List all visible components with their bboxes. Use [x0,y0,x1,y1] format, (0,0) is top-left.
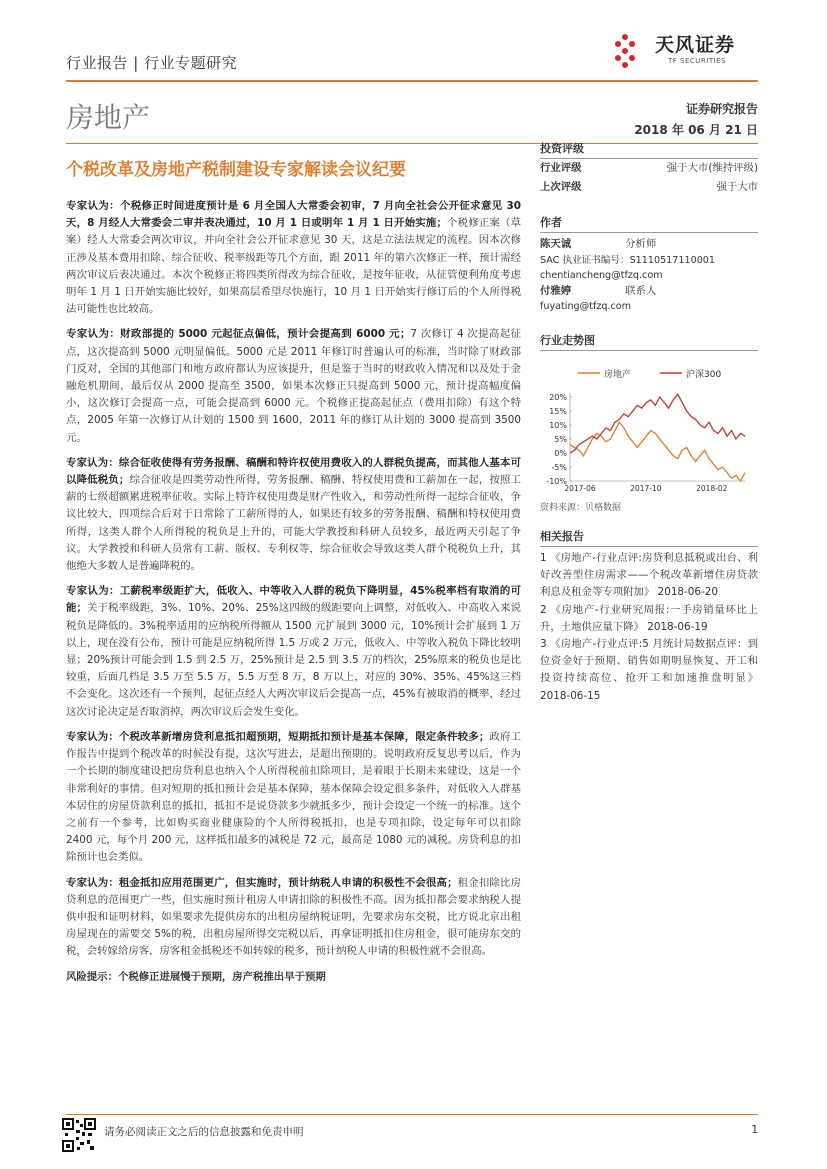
x-tick-label: 2017-06 [564,484,596,493]
author-email[interactable]: fuyating@tfzq.com [540,301,632,312]
authors-block [540,214,758,315]
related-item[interactable]: 2 《房地产-行业研究周报:一手房销量环比上升，土地供应量下降》 2018-06-19 [540,603,758,633]
logo-mark-icon [615,34,635,68]
legend-label: 房地产 [604,370,632,380]
y-tick-label: -10% [546,477,567,486]
paragraph-text: 租金扣除比房贷利息的范围更广一些，但实施时预计租房人申请扣除的积极性不高。因为抵扣都会要求纳税人提供申报和证明材料，如果要求先提供房东的出租房屋纳税证明，先要求房东交税，比方说北京出租房屋现在的需要交 5%的税，出租房屋所得交完税以后，再拿证明抵扣住房租金，很可能房东交的税，会转嫁给房客，房客租金抵税还不如转嫁的税多，预计纳税人申请的积极性就不会很高。 [66,876,521,958]
logo-name: 天风证券 [655,34,736,56]
paragraph-lead: 专家认为：工薪税率级距扩大，低收入、中等收入人群的税负下降明显，45%税率档有取消的可能； [66,585,521,615]
chart-source: 资料来源：贝格数据 [540,503,622,513]
report-type: 证券研究报告 [685,102,758,116]
x-tick-label: 2017-10 [630,484,662,493]
paragraph-lead: 专家认为：财政部提的 5000 元起征点偏低，预计会提高到 6000 元； [66,328,411,341]
rating-row [540,159,758,178]
rating-value: 强于大市 [716,181,758,193]
y-tick-label: 15% [549,407,567,416]
y-tick-label: 5% [554,435,567,444]
trend-block [540,332,758,513]
trend-chart [540,353,758,498]
related-heading: 相关报告 [540,528,758,547]
paragraph [66,729,521,867]
sector-title: 房地产 [66,101,151,134]
paragraph-text: 综合征收是四类劳动性所得，劳务报酬、稿酬、特权使用费和工薪加在一起，按照工薪的七级超额累进税率征收。实际上特许权使用费是财产性收入，和劳动性所得一起综合征收，争议比较大，四项综合后对于日常除了工薪所得的人，如果还有较多的劳务报酬、稿酬和特权使用费所得，这类人群个人所得税的税负是上升的，可能大学教授和科研人员较多，最近两天引起了争议。大学教授和科研人员常有工薪、版权、专利权等，综合征收会导致这类人群个税税负上升，其他绝大多数人是普遍降税的。 [66,474,522,573]
main-body [66,198,521,994]
author-role: 联系人 [625,284,657,297]
authors-heading: 作者 [540,214,758,233]
legend-label: 沪深300 [686,370,722,380]
header-rule [66,80,758,82]
related-item[interactable]: 3 《房地产-行业点评:5 月统计局数据点评：到位资金好于预期、销售如期明显恢复、开工和投资持续高位、抢开工和加速推盘明显》 2018-06-15 [540,638,758,702]
y-tick-label: 0% [554,449,567,458]
paragraph-lead: 专家认为：综合征收使得有劳务报酬、稿酬和特许权使用费收入的人群税负提高，而其他人基本可以降低税负； [66,456,521,487]
x-tick-label: 2018-02 [696,484,728,493]
paragraph [66,326,521,446]
logo-subtitle: TF SECURITIES [668,57,727,65]
rating-key: 行业评级 [540,162,582,174]
related-item[interactable]: 1 《房地产-行业点评:房贷利息抵税或出台、利好改善型住房需求——个税改革新增住房贷款利息及租金等专项附加》 2018-06-20 [540,552,758,599]
paragraph [66,198,521,318]
paragraph [66,455,521,575]
rating-heading: 投资评级 [540,140,758,159]
rating-row [540,178,758,197]
paragraph-text: 政府工作报告中提到个税改革的时候没有提，这次写进去，是超出预期的。说明政府反复思考以后，作为一个长期的制度建设把房贷利息也纳入个人所得税前扣除项目，是着眼于长期未来建设，这是一个非常利好的事情。但对短期的抵扣预计会是基本保障，基本保障会设定很多条件，对低收入人群基本居住的房屋贷款利息的抵扣，抵扣不是说贷款多少就抵多少，预计会设定一个统一的标准。这个之前有一个参考，比如购买商业健康险的个人所得税抵扣，也是专项扣除，设定每年可以扣除 2400 元，每个月 200 元，这样抵扣最多的减税是 72 元，最高是 1080 元的减税。房贷利息的扣除预计也会类似。 [66,730,522,864]
paragraph [66,875,521,961]
paragraph-text: 关于税率级距，3%、10%、20%、25%这四级的级距要向上调整，对低收入、中高收入来说税负是降低的。3%税率适用的应纳税所得额从 1500 元扩展到 3000 元，10%预计会扩展到 1 万以上，现在没有公布，预计可能是应纳税所得 1.5 万或 2 万元，低收入、中等收入税负下降比较明显；20%预计可能会到 1.5 到 2.5 万，25%预计是 2.5 到 3.5 万的档次，25%原来的税负也是比较重，后面几档是 3.5 万至 5.5 万，5.5 万至 8 万，8 万以上，对应的 30%、35%、45%这三档不会变化。这次还有一个预判，起征点经人大两次审议后会提高一点，45%有被取消的概率，经过这次讨论决定是否取消掉，两次审议后会发生变化。 [66,602,522,718]
y-tick-label: 20% [549,393,567,402]
y-tick-label: 10% [549,421,567,430]
trend-heading: 行业走势图 [540,332,758,351]
rating-key: 上次评级 [540,181,582,193]
author-name: 陈天诚 [540,238,572,250]
paragraph [66,583,521,721]
series-line-房地产 [570,422,745,481]
author-cert: SAC 执业证书编号：S1110517110001 [540,254,716,266]
page-number: 1 [751,1124,758,1136]
author-email[interactable]: chentiancheng@tfzq.com [540,270,663,281]
footer-notice: 请务必阅读正文之后的信息披露和免责申明 [104,1126,304,1138]
series-line-沪深300 [570,394,745,453]
author-role: 分析师 [625,238,657,250]
paragraph-lead: 专家认为：个税改革新增房贷利息抵扣超预期，短期抵扣预计是基本保障，限定条件较多； [66,730,490,743]
author-name: 付雅婷 [540,284,572,297]
y-tick-label: -5% [551,463,567,472]
risk-warning: 风险提示：个税修正进展慢于预期，房产税推出早于预期 [66,970,326,983]
paragraph-lead: 专家认为：租金抵扣应用范围更广，但实施时，预计纳税人申请的积极性不会很高； [66,876,458,889]
report-title: 个税改革及房地产税制建设专家解读会议纪要 [66,160,406,180]
paragraph-lead: 专家认为：个税修正时间进度预计是 6 月全国人大常委会初审，7 月向全社会公开征求意见 30 天，8 月经人大常委会二审并表决通过，10 月 1 日或明年 1 月 1 日开始实施； [66,200,521,230]
qr-code-icon [62,1118,96,1152]
report-category: 行业报告 | 行业专题研究 [66,54,238,72]
footer-rule [66,1114,758,1115]
paragraph-text: 个税修正案（草案）经人大常委会两次审议，并向全社会公开征求意见 30 天，这是立法法规定的流程。因本次修正涉及基本费用扣除、综合征收、税率级距等几个方面，跟 2011 年的第六次修正一样，预计需经两次审议后表决通过。本次个税修正将四类所得改为综合征收，是按年征收，从征管便利角度考虑明年 1 月 1 日开始实施比较好，如果高层希望尽快施行，10 月 1 日开始实行修订后的个人所得税法可能性也比较高。 [66,217,521,316]
paragraph-text: 7 次修订 4 次提高起征点，这次提高到 5000 元明显偏低。5000 元是 2011 年修订时普遍认可的标准，当时除了财政部门反对，全国的其他部门和地方政府都认为应该提升，但是鉴于当时的财政收入情况和以及处于金融危机期间，最后仅从 2000 提高至 3500，如果本次修正只提高到 5000 元，预计提高幅度偏小，这次修订会提高一点，可能会提高到 6000 元。个税修正提高起征点（费用扣除）有这个特点，2005 年第一次修订从计划的 1500 到 1600，2011 年的修订从计划的 3000 提高到 3500 元。 [66,328,521,444]
related-block [540,528,758,705]
rating-block [540,140,758,197]
report-date: 2018 年 06 月 21 日 [634,123,758,137]
rating-value: 强于大市(维持评级) [666,162,758,174]
